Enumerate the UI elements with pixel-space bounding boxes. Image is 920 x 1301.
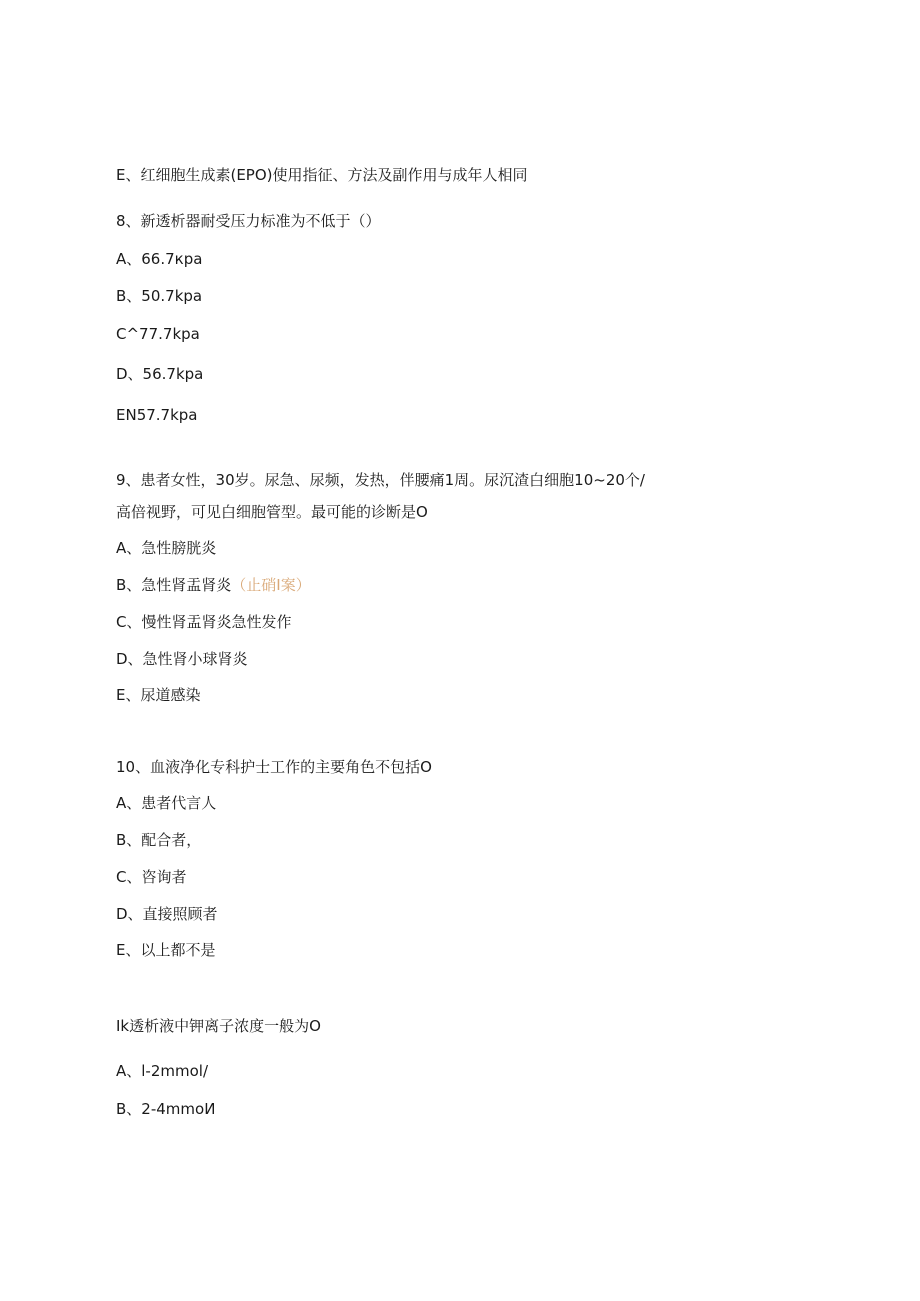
q10-option-b: B、配合者，: [116, 831, 202, 849]
q7-option-e: E、红细胞生成素(EPO)使用指征、方法及副作用与成年人相同: [116, 166, 528, 184]
q10-option-d: D、直接照顾者: [116, 905, 218, 923]
q10-question: 10、血液净化专科护士工作的主要角色不包括O: [116, 758, 432, 776]
q8-question: 8、新透析器耐受压力标准为不低于（）: [116, 212, 381, 230]
q9-question-line1: 9、患者女性，30岁。尿急、尿频，发热，伴腰痛1周。尿沉渣白细胞10~20个/: [116, 471, 645, 489]
q11-option-a: A、l-2mmol/: [116, 1062, 209, 1080]
q9-answer-hint: （止硝I案）: [231, 576, 311, 594]
q11-option-b: B、2-4mmoИ: [116, 1100, 216, 1118]
q9-option-b: B、急性肾盂肾炎: [116, 576, 232, 594]
q9-option-b-row: [116, 575, 311, 595]
q8-option-b: B、50.7kpa: [116, 287, 203, 305]
q8-option-a: A、66.7кpa: [116, 250, 203, 268]
q9-question-line2: 高倍视野，可见白细胞管型。最可能的诊断是O: [116, 503, 428, 521]
q9-option-c: C、慢性肾盂肾炎急性发作: [116, 613, 292, 631]
q10-option-c: C、咨询者: [116, 868, 187, 886]
q8-option-e: EN57.7kpa: [116, 406, 198, 424]
q10-option-a: A、患者代言人: [116, 794, 217, 812]
q9-option-d: D、急性肾小球肾炎: [116, 650, 248, 668]
q8-option-d: D、56.7kpa: [116, 365, 204, 383]
q11-question: Ik透析液中钾离子浓度一般为O: [116, 1017, 321, 1035]
q9-option-a: A、急性膀胱炎: [116, 539, 217, 557]
q8-option-c: C^77.7kpa: [116, 325, 200, 343]
q10-option-e: E、以上都不是: [116, 941, 216, 959]
q9-option-e: E、尿道感染: [116, 686, 201, 704]
